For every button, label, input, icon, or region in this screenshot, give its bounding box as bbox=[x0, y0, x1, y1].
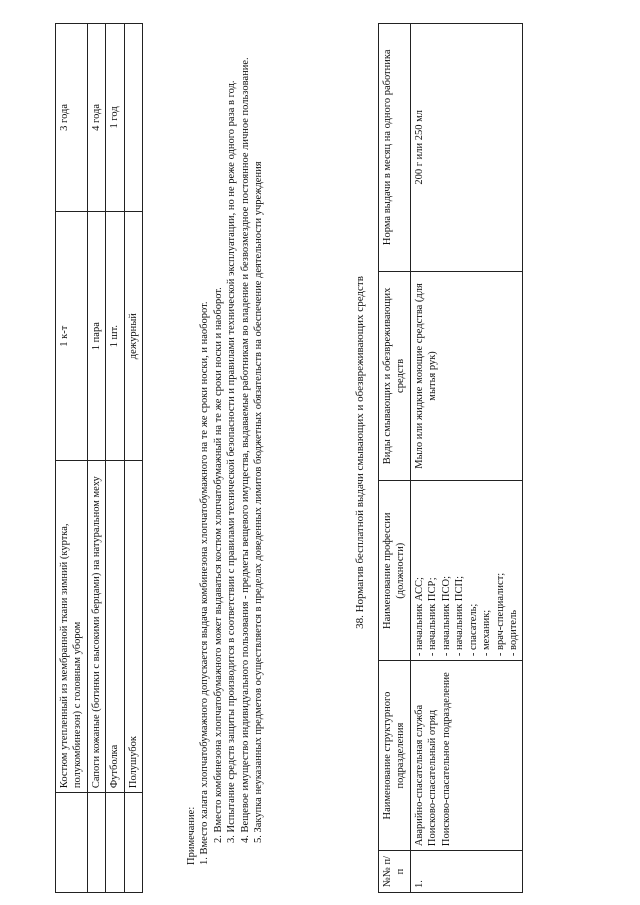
profession-item: - начальник ПСР; bbox=[427, 577, 439, 657]
profession-item: - врач-специалист; bbox=[494, 572, 506, 657]
term-cell: 4 года bbox=[87, 24, 105, 212]
table-cell bbox=[124, 793, 142, 893]
table-row bbox=[87, 24, 105, 893]
item-cell: Сапоги кожаные (ботинки с высокими берцами) на натуральном меху bbox=[87, 461, 105, 793]
header-profession: Наименование профессии (должности) bbox=[379, 481, 411, 661]
qty-cell: дежурный bbox=[124, 211, 142, 461]
table-row bbox=[124, 24, 142, 893]
item-cell: Полушубок bbox=[124, 461, 142, 793]
table-row bbox=[410, 24, 523, 893]
note-4: 4. Вещевое имущество индивидуального пользования - предметы вещевого имущества, выдаваемые работникам во владение и безвозмездное постоянное личное пользование. bbox=[239, 57, 251, 843]
unit-cell bbox=[410, 661, 523, 851]
item-cell: Костюм утепленный из мембранной ткани зимний (куртка, полукомбинезон) с головным убором bbox=[56, 461, 88, 793]
term-cell bbox=[124, 24, 142, 212]
profession-item: - начальник АСС; bbox=[413, 577, 425, 657]
unit-item: Поисково-спасательный отряд bbox=[427, 709, 439, 847]
profession-item: - начальник ПСО; bbox=[440, 576, 452, 657]
header-row bbox=[379, 24, 411, 893]
table-cell bbox=[56, 793, 88, 893]
table-row bbox=[106, 24, 124, 893]
term-cell: 1 год bbox=[106, 24, 124, 212]
detergents-table bbox=[378, 23, 523, 893]
table-cell bbox=[87, 793, 105, 893]
profession-item: - водитель bbox=[507, 609, 519, 657]
norm-cell: 200 г или 250 мл bbox=[410, 24, 523, 272]
qty-cell: 1 к-т bbox=[56, 211, 88, 461]
table-row bbox=[56, 24, 88, 893]
note-2: 2. Вместо комбинезона хлопчатобумажного может выдаваться костюм хлопчатобумажный на те же сроки носки и наоборот. bbox=[212, 287, 224, 843]
table-cell bbox=[106, 793, 124, 893]
header-norm: Норма выдачи в месяц на одного работника bbox=[379, 24, 411, 272]
clothing-table bbox=[55, 23, 143, 893]
profession-item: - механик; bbox=[481, 609, 493, 657]
row-num: 1. bbox=[410, 851, 523, 893]
header-num: №№ п/п bbox=[379, 851, 411, 893]
profession-item: - начальник ПСП; bbox=[454, 576, 466, 657]
item-cell: Футболка bbox=[106, 461, 124, 793]
unit-item: Аварийно-спасательная служба bbox=[413, 704, 425, 847]
note-1: 1. Вместо халата хлопчатобумажного допускается выдача комбинезона хлопчатобумажного на те же сроки носки, и наоборот. bbox=[199, 301, 211, 865]
header-means: Виды смывающих и обезвреживающих средств bbox=[379, 271, 411, 481]
notes-block bbox=[185, 35, 266, 865]
profession-cell bbox=[410, 481, 523, 661]
term-cell: 3 года bbox=[56, 24, 88, 212]
means-cell: Мыло или жидкие моющие средства (для мытья рук) bbox=[410, 271, 523, 481]
notes-heading: Примечание: bbox=[186, 806, 197, 865]
qty-cell: 1 шт. bbox=[106, 211, 124, 461]
profession-item: - спасатель; bbox=[467, 603, 479, 657]
note-5: 5. Закупка неуказанных предметов осуществляется в пределах доведенных лимитов бюджетных обязательств на обеспечение деятельности учреждения bbox=[253, 161, 265, 843]
header-unit: Наименование структурного подразделения bbox=[379, 661, 411, 851]
qty-cell: 1 пара bbox=[87, 211, 105, 461]
note-3: 3. Испытание средств защиты производится в соответствии с правилами технической безопасности и правилами технической эксплуатации, но не реже одного раза в год. bbox=[226, 80, 238, 843]
section-title: 38. Нормагив бесплатной выдачи смывающих и обезвреживающих средств bbox=[354, 276, 366, 629]
unit-item: Поисково-спасательное подразделение bbox=[440, 672, 452, 847]
